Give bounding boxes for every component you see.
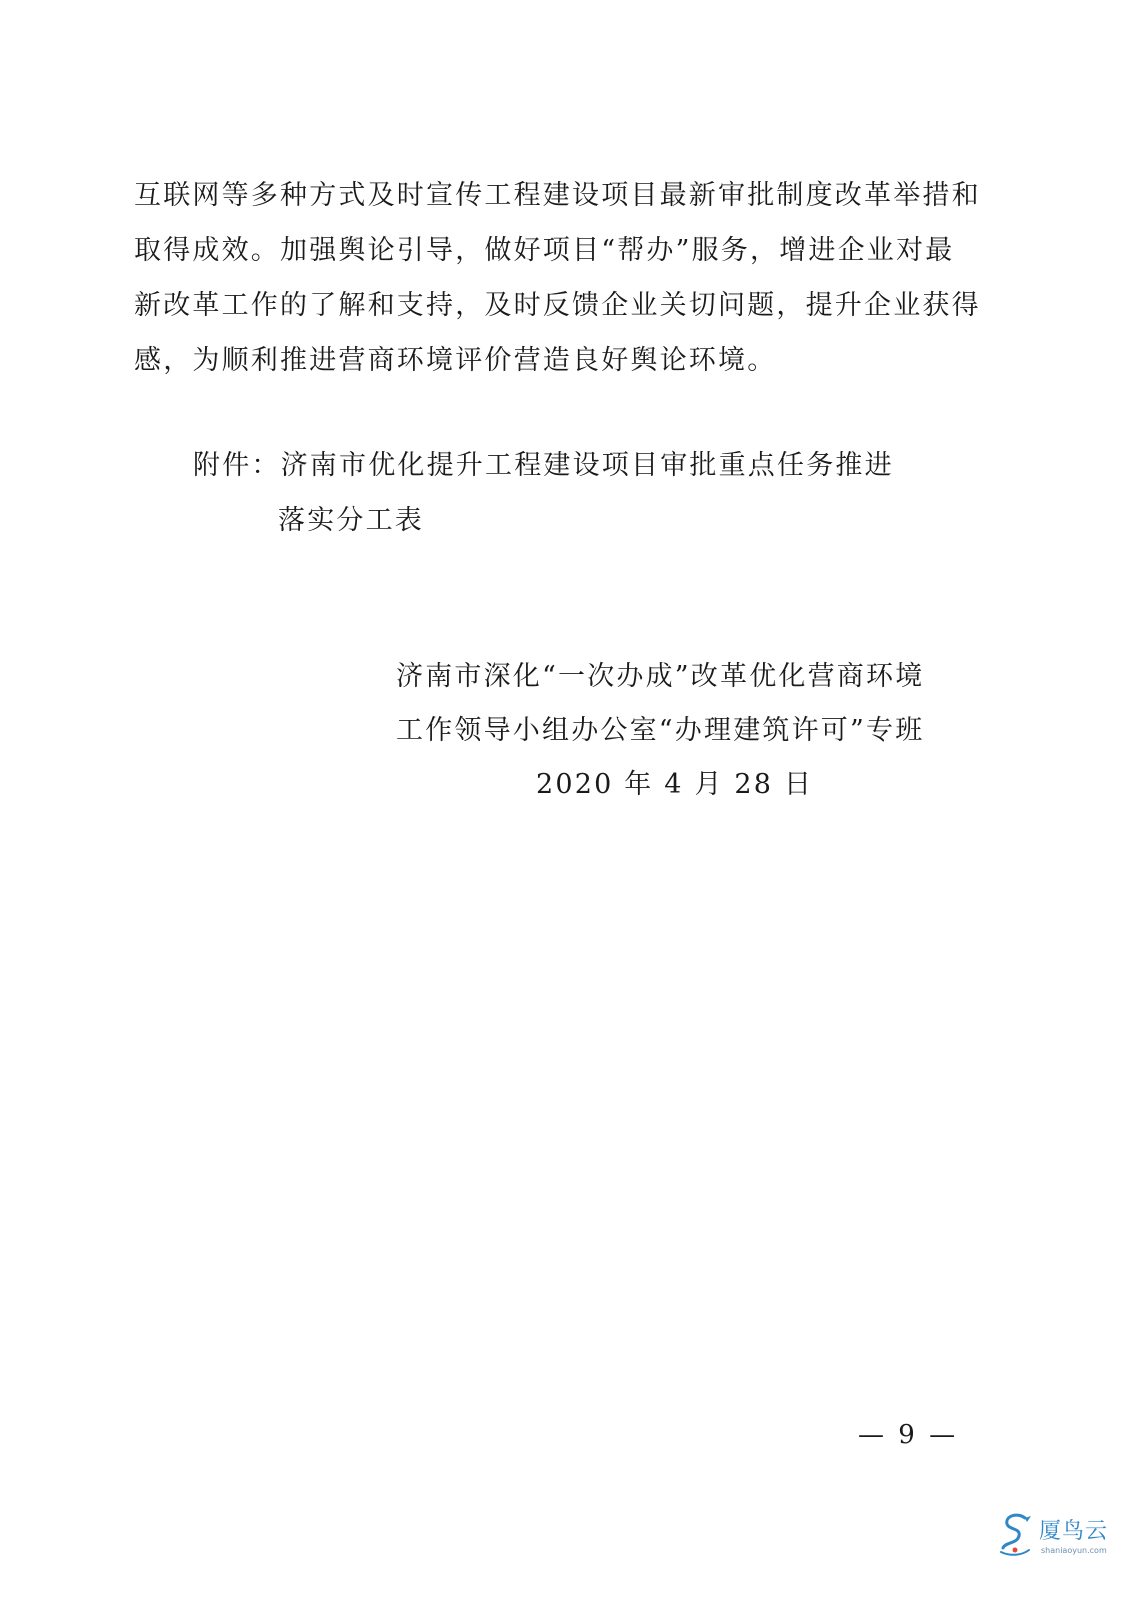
watermark [995,1510,1120,1580]
attachment-note [193,438,894,548]
signature-block [396,650,924,812]
signature-org-line1: 济南市深化“一次办成”改革优化营商环境 [396,661,925,692]
signature-org-line2: 工作领导小组办公室“办理建筑许可”专班 [396,715,925,746]
attachment-title-line2: 落实分工表 [278,505,424,536]
body-paragraph [134,168,984,388]
bird-logo-icon [995,1510,1037,1556]
attachment-label: 附件： [193,450,281,481]
watermark-domain: shaniaoyun.com [1041,1546,1107,1555]
page-number: — 9 — [858,1420,959,1450]
body-line: 取得成效。加强舆论引导，做好项目“帮办”服务，增进企业对最 [134,235,955,266]
attachment-title-line1: 济南市优化提升工程建设项目审批重点任务推进 [280,450,894,481]
signature-date: 2020 年 4 月 28 日 [536,769,814,800]
body-line: 互联网等多种方式及时宣传工程建设项目最新审批制度改革举措和 [134,180,981,211]
body-line: 新改革工作的了解和支持，及时反馈企业关切问题，提升企业获得 [134,290,981,321]
body-line: 感，为顺利推进营商环境评价营造良好舆论环境。 [134,345,777,376]
watermark-brand: 厦鸟云 [1039,1519,1109,1544]
